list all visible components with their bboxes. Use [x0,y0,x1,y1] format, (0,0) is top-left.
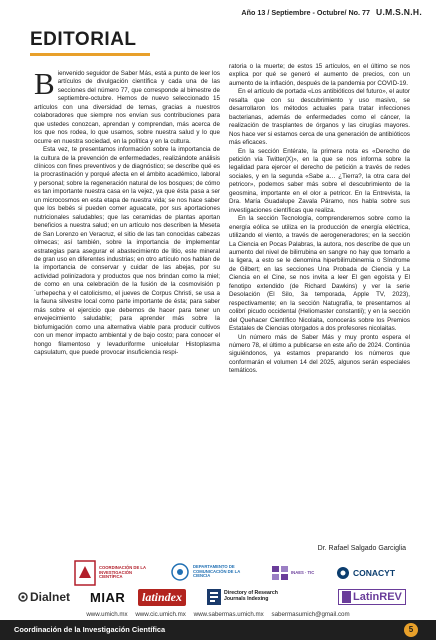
signature: Dr. Rafael Salgado Garciglia [317,545,406,552]
latinrev-logo[interactable] [338,589,406,605]
cic-link[interactable]: www.cic.umich.mx [135,611,186,618]
page-header [0,0,436,26]
cic-emblem-icon [74,560,96,586]
issue-label: Año 13 / Septiembre - Octubre/ No. 77 [241,8,371,17]
dialnet-logo-text: Dialnet [30,590,71,604]
issue-info [241,7,422,17]
dcc-emblem-icon [170,562,190,582]
umich-link[interactable]: www.umich.mx [86,611,128,618]
conacyt-emblem-icon [336,566,350,580]
sabermas-link[interactable]: www.sabermas.umich.mx [193,611,264,618]
miar-logo[interactable] [90,590,125,605]
paragraph: Esta vez, te presentamos información sobre la importancia de la cultura de la prevención de enfermedades, realizándote análisis clínicos con fines preventivos y de diagnóstico; se describe qué es la procrastinación y porqué afecta en el ámbito académico, laboral y personal; sobre la regeneración natural de los bosques; de cómo es tan importante nuestra casa en la vejez, ya que ésta pasa a ser un microcosmos en esta etapa de nuestra vida; se nos hace saber que los bebés si pueden comer aguacate, por sus aportaciones nutricionales saludables; que las ceramidas de plantas aportan beneficios a nuestra salud; en un artículo nos describen la Meseta de San Lorenzo en Veracruz, el sitio de las tan conocidas cabezas olmecas; así también, sobre la importancia de implementar estrategias para asegurar el abastecimiento de litio, este mineral de gran uso en diferentes industrias; en otro artículo nos hablan de la importancia de conservar y cuidar de las abejas, por su actividad polinizadora y productos que nos brindan como la miel; de como en una celebración de la fusión de la cosmovisión p´urhepecha y el catolicismo, el jueves de Corpus Christi, se usa a la fauna silvestre local como parte importante de ésta; para saber más sobre el ejercicio que debemos de hacer para tener un envejecimiento saludable; para aprender más sobre la biofumigación como una alternativa viable para producir cultivos con un menor impacto ambiental y de bajo costo; para conocer el hongo filamentoso y levaduriforme unicelular Histoplasma capsulatum, que puede provocar insuficiencia respi- [34,146,220,356]
drop-cap: B [34,66,55,101]
conacyt-logo[interactable] [336,566,395,580]
editorial-heading [30,29,150,56]
dcc-logo[interactable] [170,562,257,582]
paragraph: En la sección Entérate, la primera nota es «Derecho de petición vía Twitter(X)», en la que se nos informa sobre la legalidad para ejercer el derecho de petición a través de redes sociales, y en la segunda «Sabe a… ¿Tierra?, la otra cara del petricor», podemos saber más sobre el descubrimiento de la geosmina, importante en el olor a petricor. En la Entrevista, la Dra. María Guadalupe Zavala Páramo, nos habla sobre sus investigaciones científicas que realiza. [229,147,410,214]
footer-bar [0,620,436,640]
sponsor-logos-row [20,560,420,588]
footer-links [0,611,436,618]
latindex-logo-text: latindex [142,590,183,604]
inaes-logo[interactable] [272,566,317,580]
paragraph: En la sección Tecnología, comprenderemos sobre como la energía eólica se utiliza en la producción de energía eléctrica, utilizando el viento, a través de aerogeneradores; en la sección La Ciencia en Pocas Palabras, la autora, nos describe de que un aumento del nivel de bilirrubina en sangre no hay que tomarlo a la ligera, a esto se le denomina hiperbilirrubinemia o Síndrome de Gilbert; en las secciones Una Probada de Ciencia y La Ciencia en el Cine, se nos invita a leer El gen egoísta y El fenotipo extendido (de Richard Dawkins) y ver la serie Desolación (El Silo, 3a temporada, Apple TV, 2023), respectivamente; en la sección Natugrafía, te presentamos al colibrí picudo occidental (Heliomaster constantii); y en la sección del Quehacer Científico Nicolaita, conocerás sobre los Premios Estatales de Ciencias otorgados a dos profesores nicolaitas. [229,215,410,333]
cic-logo[interactable] [74,560,155,586]
paragraph: Un número más de Saber Más y muy pronto espera el número 78, el último a publicarse en este año de 2024. Continúa siguiéndonos, ya estamos preparando los números que conformarán el volumen 14 del 2025, algunos serán especiales temáticos. [229,333,410,375]
inaes-emblem-icon [272,566,288,580]
footer-label: Coordinación de la Investigación Científica [14,625,166,634]
drji-logo[interactable] [207,589,284,605]
dialnet-emblem-icon [18,592,28,602]
miar-logo-text: MIAR [90,590,126,605]
paragraph: ratoria o la muerte; de estos 15 artículos, en el último se nos explica por qué se generó el aumento de precios, con un aumento de la inflación, después de la pandemia por COVID-19. [229,63,410,87]
page-number: 5 [404,623,418,637]
institution-label: U.M.S.N.H. [376,7,422,17]
drji-emblem-icon [207,589,221,605]
title-underline [30,53,150,56]
latindex-logo[interactable] [138,589,186,606]
inaes-logo-text: INAES · TIC [291,569,315,575]
conacyt-logo-text: CONACYT [353,568,396,578]
drji-logo-text: Directory of Research Journals Indexing [224,590,278,602]
cic-logo-text: COORDINACIÓN DE LA INVESTIGACIÓN CIENTÍFICA [99,564,146,580]
paragraph: En el artículo de portada «Los antibióticos del futuro», el autor resalta que con su descubrimiento y uso masivo, se desarrollaron los métodos actuales para tratar infecciones bacterianas, además de enfermedades como el cáncer, la realización de trasplantes de órganos y las cirugías mayores. Nos hace ver si estamos cerca de una generación de antibióticos más eficaces. [229,88,410,147]
dialnet-logo[interactable] [18,590,70,604]
left-column [34,66,220,357]
email-link[interactable]: sabermasumich@gmail.com [271,611,350,618]
paragraph-text: ienvenido seguidor de Saber Más, está a punto de leer los artículos de divulgación científica y cada una de las secciones del número 77, que corresponde al bimestre de septiembre-octubre. Hemos de nuevo seleccionado 15 artículos con una diversidad de temas, gracias a nuestros colaboradores que siempre nos envían sus contribuciones para que ustedes conozcan, aprendan y comprendan, más acerca de los que nos rodea, lo que usamos, sobre nuestra salud y lo que ocurre en nuestra sociedad, en la política y en la cultura. [34,70,220,145]
dcc-logo-text: DEPARTAMENTO DE COMUNICACIÓN DE LA CIENCIA [193,563,241,579]
right-column [229,63,410,376]
latinrev-logo-text: LatinREV [353,591,402,603]
paragraph [34,66,220,146]
latinrev-emblem-icon [342,591,351,603]
page-title: EDITORIAL [30,29,137,50]
